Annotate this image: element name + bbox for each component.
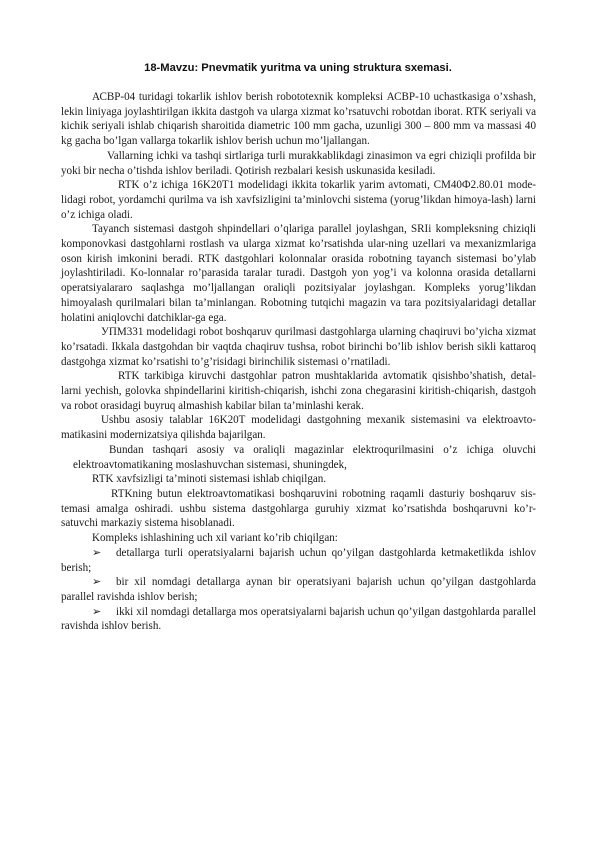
list-item xyxy=(61,605,536,634)
list-item-text: bir xil nomdagi detallarga aynan bir operatsiyani bajarish uchun qo’yilgan dastgohlarda parallel ravishda ishlov berish; xyxy=(61,576,536,603)
paragraph-intro: АСВР-04 turidagi tokarlik ishlov berish robototexnik kompleksi АСВР-10 uchastkasiga o’xshash, lekin liniyaga joylashtirilgan ikkita dastgoh va ularga xizmat ko’rsatuvchi robotdan iborat. RTK seriyali va kichik seriyali ishlab chiqarish sharoitida diametric 100 mm gacha, uzunligi 300 – 800 mm va massasi 40 kg gacha bo’lgan vallarga tokarlik ishlov berish uchun mo’ljallangan. xyxy=(61,91,536,148)
paragraph-robot-control: УПМ331 modelidagi robot boshqaruv qurilmasi dastgohlarga ularning chaqiruvi bo’yicha xizmat ko’rsatadi. Ikkala dastgohdan bir vaqtda chaqiruv tushsa, robot birinchi bo’lib ishlov berish sikli kattaroq dastgohga xizmat ko’rsatishi to’g’risidagi birinchilik sistemasi o’rnatiladi. xyxy=(61,326,536,368)
paragraph-automation: RTKning butun elektroavtomatikasi boshqaruvini robotning raqamli dasturiy boshqaruv sis-temasi amalga oshiradi. ushbu sistema dastgohlarga guruhiy xizmat ko’rsatishda boshqaruvni ko’r-satuvchi markaziy sistema hisoblanadi. xyxy=(61,487,536,530)
paragraph-variants: Kompleks ishlashining uch xil variant ko’rib chiqilgan: xyxy=(92,532,338,545)
list-item xyxy=(61,575,536,604)
arrow-bullet-icon: ➢ xyxy=(92,546,102,559)
paragraph-safety: RTK xavfsizligi ta’minoti sistemasi ishlab chiqilgan. xyxy=(92,473,327,486)
arrow-bullet-icon: ➢ xyxy=(92,576,102,589)
paragraph-shafts: Vallarning ichki va tashqi sirtlariga turli murakkablikdagi zinasimon va egri chiziqli profilda bir yoki bir necha o’tishda ishlov beriladi. Qotirish rezbalari kesish uskunasida kesiladi. xyxy=(61,149,536,177)
paragraph-modernization: Ushbu asosiy talablar 16K20T modelidagi dastgohning mexanik sistemasini va elektroavto-matikasini modernizatsiya qilishda bajarilgan. xyxy=(61,414,536,442)
page-title: 18-Mavzu: Pnevmatik yuritma va uning struktura sxemasi. xyxy=(144,62,452,74)
paragraph-machine-requirements: RTK tarkibiga kiruvchi dastgohlar patron mushtaklarida avtomatik qisishbo’shatish, detal-larni yechish, golovka shpindellarini kiritish-chiqarish, ishchi zona chegarasini kiritish-chiqarish, dastgoh va robot orasidagi buyruq almashish kabilar bilan ta’minlashi kerak. xyxy=(61,370,536,412)
list-item-text: ikki xil nomdagi detallarga mos operatsiyalarni bajarish uchun qo’yilgan dastgohlarda parallel ravishda ishlov berish. xyxy=(61,605,536,633)
paragraph-composition: RTK o’z ichiga 16K20T1 modelidagi ikkita tokarlik yarim avtomati, CM40Ф2.80.01 mode-lidagi robot, yordamchi qurilma va ish xavfsizligini ta’minlovchi sistema (yorug’likdan himoya-lash) larni o’z ichiga oladi. xyxy=(61,179,536,221)
list-item xyxy=(61,546,536,575)
document-body xyxy=(61,90,536,634)
arrow-bullet-icon: ➢ xyxy=(92,605,102,618)
paragraph-support-system: Tayanch sistemasi dastgoh shpindellari o’qlariga parallel joylashgan, SRIi kompleksning chiziqli komponovkasi dastgohlarni rostlash va ularga xizmat ko’rsatishda ular-ning uzellari va mexanizmlariga oson kirish imkonini beradi. RTK dastgohlari kolonnalar orasida robotning tayanch sistemasi bo’ylab joylashtiriladi. Ko-lonnalar ro’parasida taralar turadi. Dastgoh yon yog’i va kolonna orasida detallarni operatsiyalararo saqlashga mo’ljallangan oraliqli pozitsiyalar joylashgan. Kompleks yorug’likdan himoyalash qurilmalari bilan ta’minlangan. Robotning tutqichi magazin va tara pozitsiyalaridagi detallar holatini aniqlovchi datchiklar-ga ega. xyxy=(61,223,536,324)
list-item-text: detallarga turli operatsiyalarni bajarish uchun qo’yilgan dastgohlarda ketmaketlikda ishlov berish; xyxy=(61,546,536,574)
paragraph-magazines: Bundan tashqari asosiy va oraliqli magazinlar elektroqurilmasini o’z ichiga oluvchi elektroavtomatikaning moslashuvchan sistemasi, shuningdek, xyxy=(73,443,536,471)
